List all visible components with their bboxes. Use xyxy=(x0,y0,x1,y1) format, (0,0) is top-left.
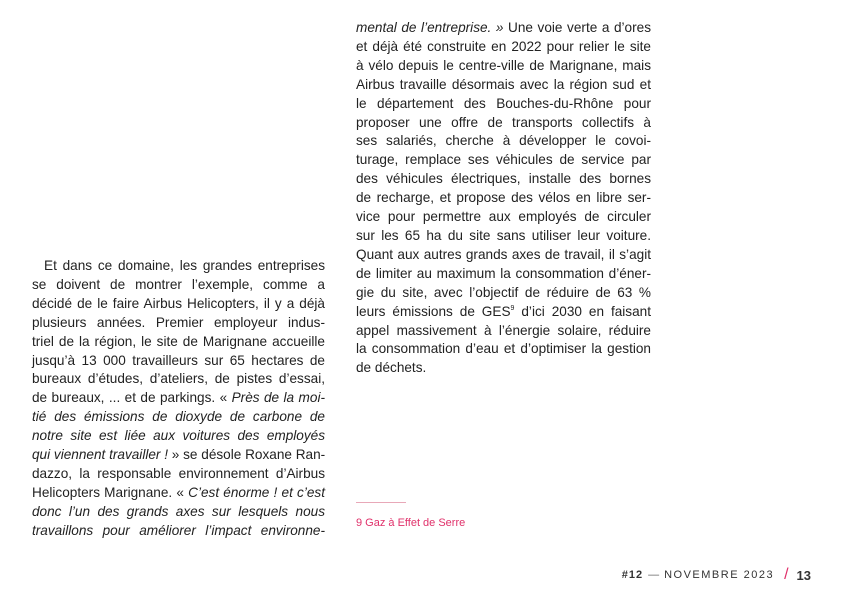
paragraph-line: ses salariés, cherche à développer le covoi- xyxy=(356,133,651,149)
text-run: d’ici 2030 en faisant xyxy=(521,303,651,319)
page-footer xyxy=(622,566,811,584)
article-right-column xyxy=(356,19,651,378)
paragraph-line: appel massivement à l’énergie solaire, réduire xyxy=(356,322,651,338)
paragraph-line xyxy=(356,19,651,38)
paragraph-line: de recharge, et propose des vélos en libre ser- xyxy=(356,190,651,206)
paragraph-line: la consommation d’eau et d’optimiser la gestion xyxy=(356,341,651,357)
paragraph-line: gie du site, avec l’objectif de réduire de 63 % xyxy=(356,284,651,300)
quote-text: travaillons pour améliorer l’impact environne- xyxy=(32,522,325,538)
paragraph-line: de déchets. xyxy=(356,360,427,376)
paragraph-line xyxy=(32,484,325,503)
footnote-reference: 9 xyxy=(510,304,515,312)
quote-text: tié des émissions de dioxyde de carbone de xyxy=(32,409,325,425)
paragraph-line xyxy=(32,427,325,446)
quote-text: mental de l’entreprise. » xyxy=(356,20,504,35)
paragraph-line: décidé de le faire Airbus Helicopters, il y a déjà xyxy=(32,295,325,311)
paragraph-line xyxy=(32,446,325,465)
paragraph-line: bureaux d’études, d’ateliers, de pistes d’essai, xyxy=(32,371,325,387)
paragraph-line xyxy=(32,503,325,522)
footnote: 9 Gaz à Effet de Serre xyxy=(356,517,466,529)
paragraph-line: triel de la région, le site de Marignane accueille xyxy=(32,333,325,349)
footnote-divider xyxy=(356,502,406,503)
paragraph-line: Quant aux autres grands axes de travail, il s’agit xyxy=(356,246,651,262)
paragraph-line: jusqu’à 13 000 travailleurs sur 65 hectares de xyxy=(32,352,325,368)
paragraph-line xyxy=(32,522,325,541)
text-run: Helicopters Marignane. « xyxy=(32,484,184,500)
paragraph-line: dazzo, la responsable environnement d’Airbus xyxy=(32,465,325,481)
footer-dash: — xyxy=(648,569,660,581)
quote-text: C’est énorme ! et c’est xyxy=(188,484,325,500)
text-run: de bureaux, ... et de parkings. « xyxy=(32,390,228,406)
quote-text: Près de la moi- xyxy=(231,390,325,406)
paragraph-line: proposer une offre de transports collectifs à xyxy=(356,114,651,130)
text-run: leurs émissions de GES xyxy=(356,303,511,319)
paragraph-line: se doivent de montrer l’exemple, comme a xyxy=(32,276,325,292)
text-run: » se désole Roxane Ran- xyxy=(171,447,326,463)
paragraph-line: turage, remplace ses véhicules de service par xyxy=(356,152,651,168)
issue-number: #12 xyxy=(621,569,644,581)
paragraph-line: de limiter au maximum la consommation d’éner- xyxy=(356,265,651,281)
paragraph-line: sur les 65 ha du site sans utiliser leur voiture. xyxy=(356,227,651,243)
issue-date: NOVEMBRE 2023 xyxy=(664,569,775,581)
quote-text: qui viennent travailler ! xyxy=(32,447,169,463)
paragraph-line: et déjà été construite en 2022 pour relier le site xyxy=(356,38,651,54)
paragraph-line xyxy=(32,408,325,427)
paragraph-line: à vélo depuis le centre-ville de Marignane, mais xyxy=(356,57,651,73)
paragraph-line: plusieurs années. Premier employeur indus- xyxy=(32,314,325,330)
article-left-column xyxy=(32,257,325,541)
paragraph-line xyxy=(356,303,651,322)
paragraph-line: vice pour permettre aux employés de circuler xyxy=(356,209,651,225)
quote-text: notre site est liée aux voitures des employés xyxy=(32,428,325,444)
paragraph-line: Airbus travaille désormais avec la région sud et xyxy=(356,76,651,92)
paragraph-line: Et dans ce domaine, les grandes entreprises xyxy=(44,258,325,273)
footer-separator: / xyxy=(784,566,789,583)
text-run: Une voie verte a d’ores xyxy=(508,20,652,35)
page-number: 13 xyxy=(796,567,811,583)
quote-text: donc l’un des grands axes sur lesquels nous xyxy=(32,503,325,519)
paragraph-line: le département des Bouches-du-Rhône pour xyxy=(356,95,651,111)
paragraph-line xyxy=(32,389,325,408)
paragraph-line: des véhicules électriques, installe des bornes xyxy=(356,171,651,187)
